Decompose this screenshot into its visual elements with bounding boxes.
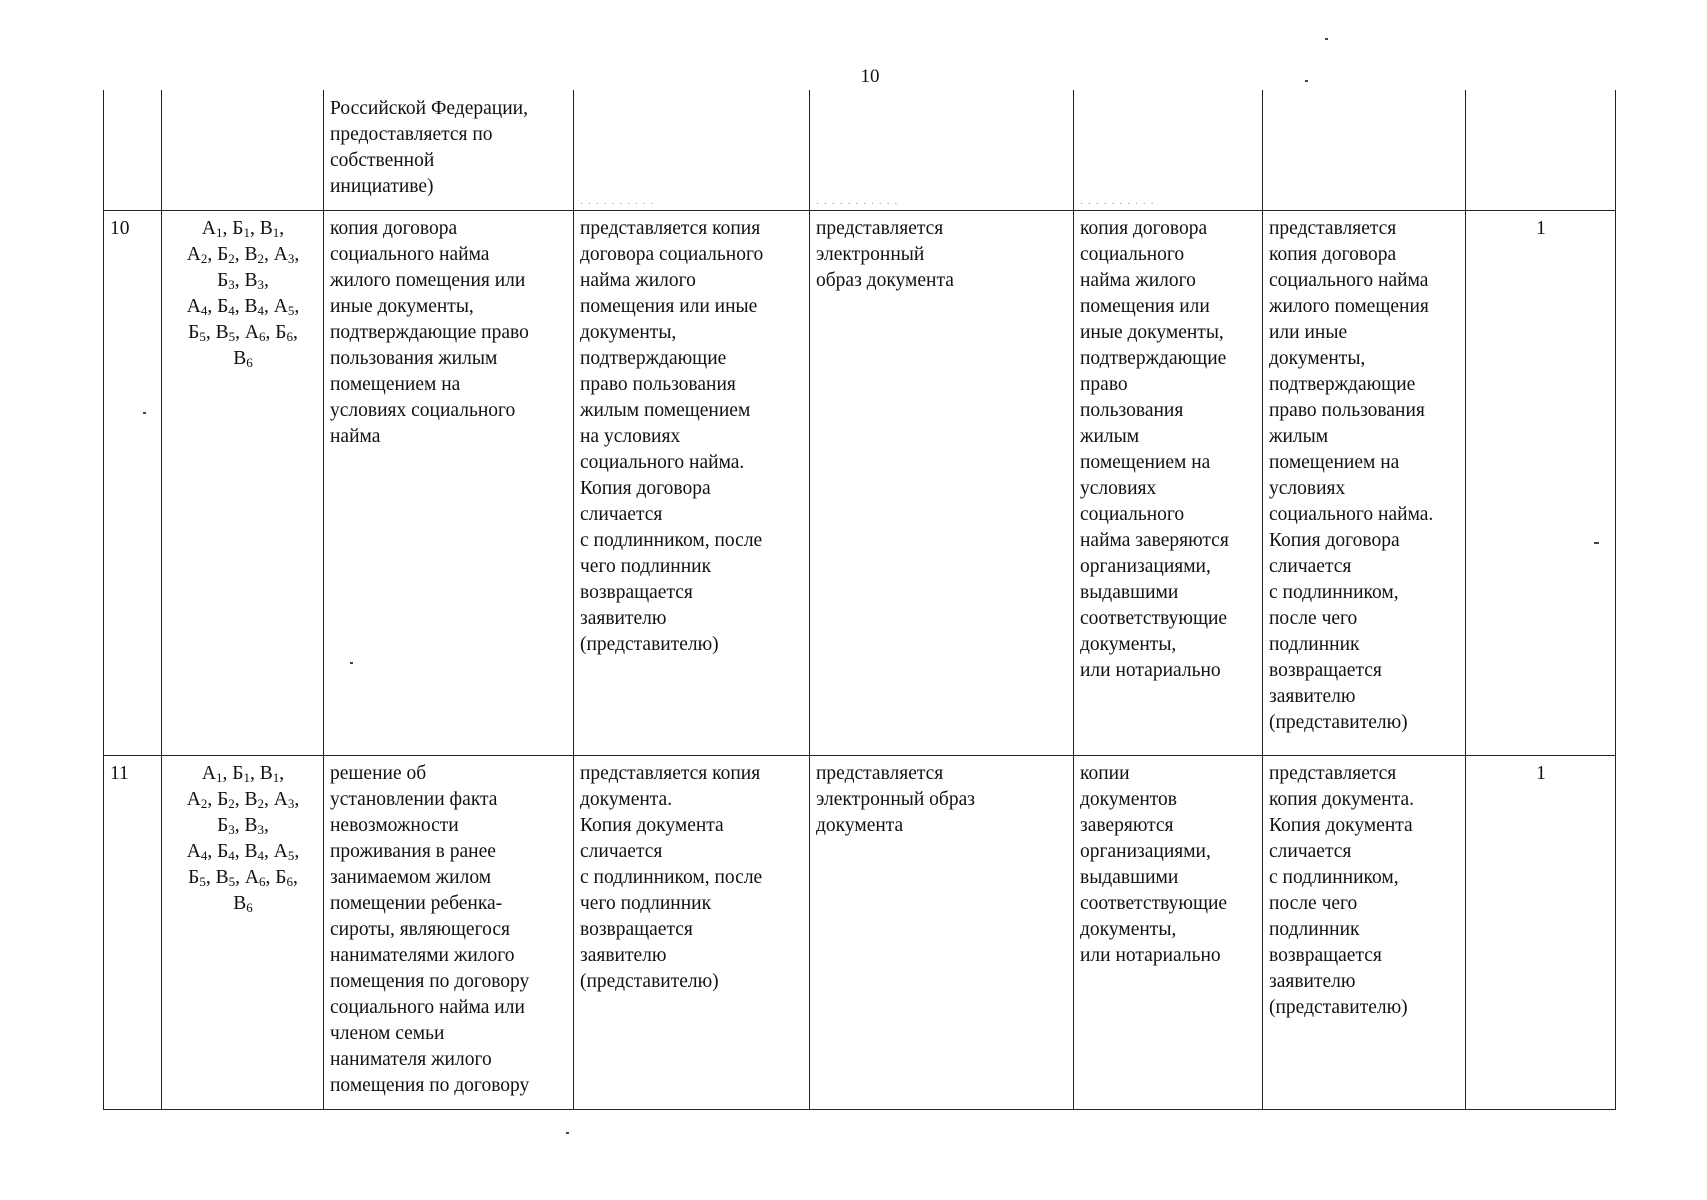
cell-document: копия договора социального найма жилого помещения или иные документы, подтверждающие право пользования жилым помещением на условиях социального найма [324, 210, 574, 755]
category-index: 2 [200, 795, 208, 811]
category-index: 3 [287, 250, 295, 266]
cell-paper-form [574, 90, 810, 210]
category-index: 5 [228, 873, 236, 889]
table-row [104, 210, 1616, 755]
category-index: 6 [246, 354, 253, 370]
category-index: 3 [287, 795, 295, 811]
category-index: 4 [257, 302, 265, 318]
category-index: 6 [258, 328, 266, 344]
cell-document: решение об установлении факта невозможности проживания в ранее занимаемом жилом помещении ребенка- сироты, являющегося нанимателями жилого помещения по договору социального найма или членом семьи нанимателя жилого помещения по договору [324, 755, 574, 1109]
category-index: 6 [286, 873, 293, 889]
category-index: 6 [258, 873, 266, 889]
table-row-continuation [104, 90, 1616, 210]
cell-paper-form: представляется копия документа. Копия документа сличается с подлинником, после чего подлинник возвращается заявителю (представителю) [574, 755, 810, 1109]
category-index: 2 [228, 795, 235, 811]
category-index: 5 [228, 328, 236, 344]
cell-quantity: 1 [1466, 210, 1616, 755]
cell-num: 11 [104, 755, 162, 1109]
cell-certification [1074, 90, 1263, 210]
cell-electronic-form: представляется электронный образ документа [810, 755, 1074, 1109]
category-index: 3 [257, 821, 265, 837]
scan-speck [1325, 38, 1328, 40]
scan-speck [566, 1132, 569, 1134]
cell-categories [162, 90, 324, 210]
category-index: 2 [228, 250, 235, 266]
category-index: 3 [228, 821, 235, 837]
cell-num [104, 90, 162, 210]
scan-speck [350, 662, 353, 664]
category-index: 2 [200, 250, 208, 266]
category-index: 2 [257, 250, 265, 266]
cell-in-person [1263, 90, 1466, 210]
category-index: 1 [243, 769, 250, 785]
cell-paper-form: представляется копия договора социального найма жилого помещения или иные документы, подтверждающие право пользования жилым помещением на условиях социального найма. Копия договора сличается с подлинником, после чего подлинник возвращается заявителю (представителю) [574, 210, 810, 755]
category-index: 4 [228, 847, 235, 863]
faded-mark: · · · · · · · · · · [580, 198, 655, 210]
cell-in-person: представляется копия документа. Копия документа сличается с подлинником, после чего подлинник возвращается заявителю (представителю) [1263, 755, 1466, 1109]
category-index: 4 [257, 847, 265, 863]
cell-electronic-form [810, 90, 1074, 210]
category-index: 1 [272, 224, 280, 240]
faded-mark: · · · · · · · · · · [1080, 198, 1155, 210]
category-index: 4 [200, 847, 208, 863]
category-index: 5 [287, 302, 295, 318]
category-index: 4 [228, 302, 235, 318]
category-index: 5 [199, 873, 206, 889]
cell-quantity: 1 [1466, 755, 1616, 1109]
cell-in-person: представляется копия договора социального найма жилого помещения или иные документы, подтверждающие право пользования жилым помещением на условиях социального найма. Копия договора сличается с подлинником, после чего подлинник возвращается заявителю (представителю) [1263, 210, 1466, 755]
page-number: 10 [860, 66, 880, 87]
category-index: 5 [287, 847, 295, 863]
faded-mark: · · · · · · · · · · · [816, 198, 899, 210]
category-index: 1 [216, 769, 223, 785]
cell-certification: копия договора социального найма жилого помещения или иные документы, подтверждающие право пользования жилым помещением на условиях социального найма заверяются организациями, выдавшими соответствующие документы, или нотариально [1074, 210, 1263, 755]
category-index: 6 [286, 328, 293, 344]
cell-quantity [1466, 90, 1616, 210]
cell-certification: копии документов заверяются организациями, выдавшими соответствующие документы, или нотариально [1074, 755, 1263, 1109]
category-index: 1 [216, 224, 223, 240]
category-index: 1 [243, 224, 250, 240]
requirements-table [103, 90, 1616, 1110]
table-row [104, 755, 1616, 1109]
category-index: 3 [257, 276, 265, 292]
category-index: 3 [228, 276, 235, 292]
scan-speck [143, 412, 146, 414]
cell-document: Российской Федерации, предоставляется по собственной инициативе) [324, 90, 574, 210]
category-index: 4 [200, 302, 208, 318]
cell-num: 10 [104, 210, 162, 755]
category-index: 2 [257, 795, 265, 811]
scan-speck [1305, 80, 1308, 82]
category-index: 5 [199, 328, 206, 344]
category-index: 6 [246, 899, 253, 915]
cell-categories: $А_1$, $Б_1$, $В_1$, $А_2$, $Б_2$, $В_2$, $А_3$, $Б_3$, $В_3$, $А_4$, $Б_4$, $В_4$, $А_5$, $Б_5$, $В_5$, $А_6$, $Б_6$, $В_6$ [162, 755, 324, 1109]
cell-electronic-form: представляется электронный образ документа [810, 210, 1074, 755]
cell-categories: $А_1$, $Б_1$, $В_1$, $А_2$, $Б_2$, $В_2$, $А_3$, $Б_3$, $В_3$, $А_4$, $Б_4$, $В_4$, $А_5$, $Б_5$, $В_5$, $А_6$, $Б_6$, $В_6$ [162, 210, 324, 755]
scan-speck [1594, 542, 1599, 544]
category-index: 1 [272, 769, 280, 785]
